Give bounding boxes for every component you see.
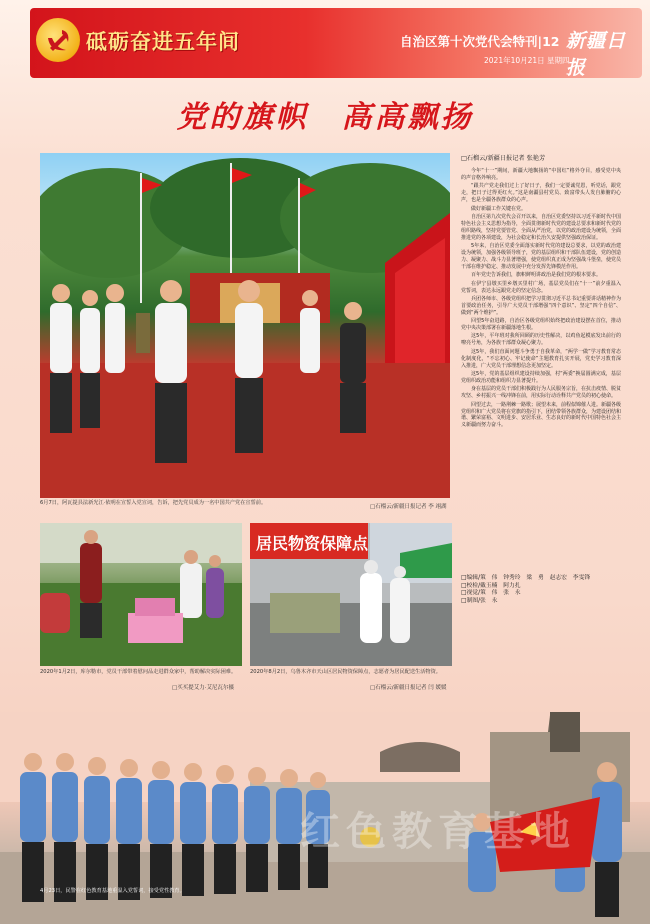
- party-emblem-icon: [36, 18, 80, 62]
- editor-line: □视觉/策 伟 张 永: [461, 590, 521, 596]
- aid-photo-credit: □石榴云/新疆日报记者 闫 媛媛: [370, 685, 447, 691]
- article-paragraph: 做好新疆工作关键在党。: [471, 205, 527, 212]
- article-body: [461, 168, 621, 431]
- aid-photo-caption: 2020年8月2日，乌鲁木齐市天山区居民物资保障点，志愿者为居民配送生活物资。: [250, 669, 441, 675]
- editor-line: □校检/戴玉楠 阿力扎: [461, 582, 521, 589]
- article-paragraph: 在伊宁县墩买里乡墩买里村广场，基层党员们在“十一”前夕重温入党誓词，表达永远跟党走的坚定信念。: [461, 280, 621, 294]
- article-paragraph: 这5年，平年班对我所回顾的历史性解决，以鸡鱼起模底发出前行的嘹亮号角，为各族干部群众凝心聚力。: [461, 333, 621, 347]
- article-paragraph: 回望过去，一路荆棘一路歌；展望未来，前程似锦催人进。新疆各级党组织和广大党员将在党旗的指引下，团结带领各族群众，为建设团结和谐、繁荣富裕、文明进步、安居乐业、生态良好的新时代中国特色社会主义新疆而努力奋斗。: [461, 401, 622, 429]
- police-photo-caption: 4月23日，民警在红色教育基地重温入党誓词，接受党性教育。: [40, 888, 185, 894]
- main-photo-oath-ceremony: [40, 153, 450, 498]
- article-byline: □石榴云/新疆日报记者 张艳芳: [461, 155, 546, 162]
- aid-station-banner: 居民物资保障点: [256, 534, 369, 553]
- photo-aid-station: [250, 523, 452, 666]
- banner-title: 砥砺奋进五年间: [86, 29, 240, 54]
- masthead-logo: 新疆日报: [566, 30, 627, 79]
- editor-line: □制图/张 永: [461, 597, 498, 604]
- article-paragraph: 兵团各师市、各级党组织把学习贯彻习近平总书记重要讲话精神作为首要政治任务，引导广大党员干部增强“四个意识”、坚定“四个自信”、做到“两个维护”。: [461, 295, 622, 316]
- article-paragraph: 回望5年奋进路，自治区各级党组织始终把政治建设摆在首位，推动党中央决策部署在新疆落地生根。: [461, 318, 621, 332]
- monument-inscription: 红色教育基地: [300, 808, 576, 855]
- article-paragraph: 这5年，我们直面问题斗争勇于自我革命，“两学一做”学习教育常态化制度化，“不忘初心、牢记使命”主题教育扎实开展，党史学习教育深入推进，广大党员干部理想信念更加坚定。: [461, 348, 621, 369]
- photo-farm-visit: [40, 523, 242, 666]
- dateline: 2021年10月21日 星期四: [484, 56, 570, 65]
- article-paragraph: “跟共产党走我们过上了好日子，我们一定要诚党恩，听党话，跟党走，把日子过得更红火。”这是南疆县村党员、致富带头人发自肺腑的心声，也是全疆各族群众的心声。: [461, 183, 621, 204]
- article-paragraph: 今年“十一”期间，新疆大地飘扬的“中国红”格外夺目，感受党中央的声音格外响亮。: [461, 168, 621, 181]
- section-name: 自治区第十次党代会特刊|12: [400, 34, 560, 49]
- section-title: 自治区第十次党代会特刊: [400, 34, 538, 49]
- article-paragraph: 5年来，自治区党委全面落实新时代党的建设总要求，以党的政治建设为统领，加强各级领导班子，党的基层组织和干部队伍建设，党的创造力、凝聚力、战斗力显著增强，使党组织真正成为坚强战斗堡垒，使党员干部在维护稳定、推动发展中充分发挥先锋模范作用。: [461, 243, 622, 270]
- article-paragraph: 身在基层的党员干部们积极践行为人民服务宗旨，在抗击疫情、脱贫攻坚、乡村振兴一线冲锋在前，用实际行动诠释共产党员的初心使命。: [461, 386, 622, 400]
- article-paragraph: 这5年，党的基层组织建设持续加强，村“两委”换届圆满完成，基层党组织政治功能和组织力显著提升。: [461, 370, 621, 384]
- article-paragraph: 自治区第九次党代会召开以来，自治区党委坚持以习近平新时代中国特色社会主义思想为指导，全面贯彻新时代党的建设总要求和新时代党的组织路线，坚持党要管党、全面从严治党，以党的政治建设为统领，全面推进党的各项建设，为社会稳定和长治久安提供坚强政治保证。: [461, 213, 622, 241]
- page-headline: 党的旗帜 高高飘扬: [176, 100, 474, 135]
- article-paragraph: 百年党史告诉我们，旗帜鲜明讲政治是我们党的根本要求。: [471, 272, 602, 279]
- editor-credits: [461, 575, 621, 605]
- main-photo-credit: □石榴云/新疆日报记者 李 翊湖: [370, 504, 447, 510]
- farm-photo-credit: □买买提艾力·艾尼瓦尔摄: [172, 685, 234, 691]
- farm-visit-illustration: [40, 523, 242, 666]
- main-photo-caption: 6月7日，阿瓦提县法新光江·依明在宣誓入党宣词，告诉，把先党员成为一名中国共产党在宣誓前。: [40, 500, 267, 506]
- editor-line: □编辑/策 伟 钟秀玲 梁 勇 赵志宏 李雯锋: [461, 575, 591, 581]
- page-number: 12: [542, 34, 560, 49]
- header-banner: [30, 8, 642, 78]
- oath-ceremony-illustration: [40, 153, 450, 498]
- farm-photo-caption: 2020年1月2日，库尔勒市，党员干部带着慰问品走进群众家中，帮助解决实际困难。: [40, 669, 237, 675]
